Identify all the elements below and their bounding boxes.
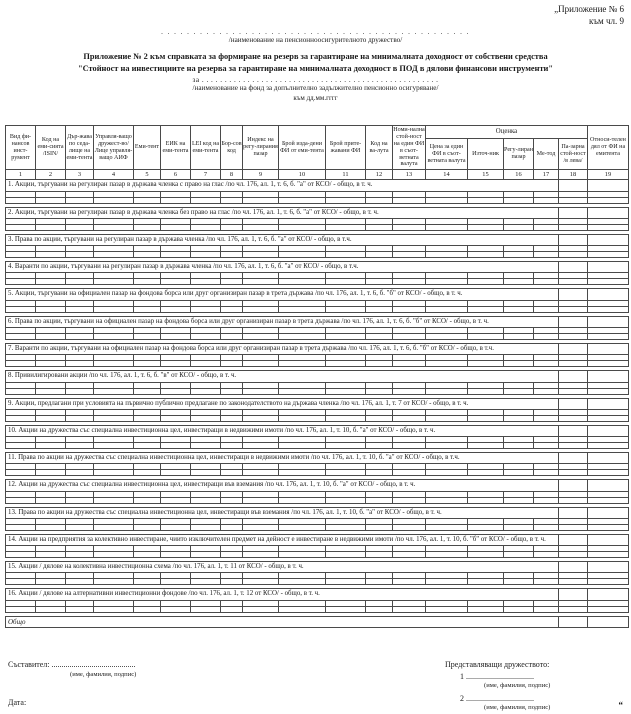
row-label: 13. Права по акции на дружества със специална инвестиционна цел, инвестиращи във вземания /по чл. 176, ал. 1, т. 10, б. "а" от КСО/ - общо, в т. ч. (6, 507, 559, 518)
column-number: 12 (366, 170, 393, 180)
compiler-signature-line: Съставител: .......................................... (8, 660, 136, 669)
data-cell (588, 234, 629, 245)
item-label-row (6, 534, 629, 545)
col-header-instrument-type: Вид фи-нансов инст-румент (6, 126, 36, 170)
col-header-price-per-unit: Цена за един ФИ в съот-ветната валута (426, 139, 468, 170)
data-cell (588, 207, 629, 218)
data-cell (588, 616, 629, 627)
data-cell (588, 507, 629, 518)
closing-quote: “ (618, 700, 623, 710)
item-label-row (6, 507, 629, 518)
col-header-issued-count: Брой изда-дени ФИ от еми-тента (279, 126, 326, 170)
row-label: 16. Акции / дялове на алтернативни инвестиционни фондове /по чл. 176, ал. 1, т. 12 от КСО/ - общо, в т. ч. (6, 589, 559, 600)
item-label-row (6, 398, 629, 409)
col-header-lei: LEI код на еми-тента (191, 126, 221, 170)
item-label-row (6, 480, 629, 491)
col-header-management-company: Управля-ващо дружест-во/ Лице управля-ващо АИФ (94, 126, 134, 170)
data-cell (559, 507, 588, 518)
item-label-row (6, 343, 629, 354)
item-label-row (6, 180, 629, 191)
data-cell (588, 289, 629, 300)
item-label-row (6, 589, 629, 600)
data-cell (559, 616, 588, 627)
data-cell (559, 207, 588, 218)
item-label-row (6, 453, 629, 464)
page-title-line1: Приложение № 2 към справката за формиране на резерв за гарантиране на минималната доходност от собствени средства (83, 52, 548, 62)
column-number: 5 (134, 170, 161, 180)
data-cell (559, 289, 588, 300)
col-header-currency-code: Код на ва-лута (366, 126, 393, 170)
item-label-row (6, 316, 629, 327)
appendix-reference-line2: към чл. 9 (589, 15, 624, 26)
row-label: 4. Варанти по акции, търгувани на регулиран пазар в държава членка /по чл. 176, ал. 1, т. 6, б. "а" от КСО/ - общо, в т.ч. (6, 262, 559, 273)
data-cell (559, 534, 588, 545)
fund-name-blank: за . . . . . . . . . . . . . . . . . . . . . . . . . . . . . . . . . . . . . . . . . . . . . . . . . . . . (192, 76, 439, 85)
company-name-caption: /наименование на пенсионноосигурителното дружество/ (228, 36, 403, 45)
column-number: 18 (559, 170, 588, 180)
page-title-line2: "Стойност на инвестициите на резерва за гарантиране на минималната доходност в ПОД в дялови финансови инструменти" (77, 63, 554, 73)
date-label: Дата: (8, 698, 27, 707)
investments-table (5, 125, 629, 628)
row-label: 12. Акции на дружества със специална инвестиционна цел, инвестиращи във вземания /по чл. 176, ал. 1, т. 10, б. "а" от КСО/ - общо, в т. ч. (6, 480, 559, 491)
data-cell (559, 453, 588, 464)
data-cell (559, 425, 588, 436)
data-cell (559, 480, 588, 491)
item-label-row (6, 234, 629, 245)
data-cell (559, 316, 588, 327)
row-label: 1. Акции, търгувани на регулиран пазар в държава членка с право на глас /по чл. 176, ал. 1, т. 6, б. "а" от КСО/ - общо, в т. ч. (6, 180, 559, 191)
company-name-blank: . . . . . . . . . . . . . . . . . . . . . . . . . . . . . . . . . . . . . . . . . . . . . . . . (161, 28, 470, 36)
column-number: 14 (426, 170, 468, 180)
row-label: 15. Акции / дялове на колективна инвестиционна схема /по чл. 176, ал. 1, т. 11 от КСО/ - общо, в т. ч. (6, 562, 559, 573)
data-cell (559, 234, 588, 245)
data-cell (559, 371, 588, 382)
column-number: 11 (326, 170, 366, 180)
compiler-signature-caption: (име, фамилия, подпис) (70, 671, 137, 678)
representatives-label: Представляващи дружеството: (445, 660, 550, 669)
row-label: 9. Акции, предлагани при условията на първично публично предлагане по законодателството на държава членка /по чл. 176, ал. 1, т. 7 от КСО/ - общо, в т. ч. (6, 398, 559, 409)
total-row (6, 616, 629, 627)
col-header-country: Дър-жава по седа-лище на еми-тента (66, 126, 94, 170)
col-header-market-value: Па-зарна стой-ност /в лева/ (559, 139, 588, 170)
data-cell (588, 534, 629, 545)
data-cell (559, 343, 588, 354)
col-group-valuation: Оценка (426, 126, 588, 139)
col-header-eik: ЕИК на еми-тента (161, 126, 191, 170)
col-header-source: Източ-ник (468, 139, 504, 170)
data-cell (559, 262, 588, 273)
row-label: 5. Акции, търгувани на официален пазар на фондова борса или друг организиран пазар в трета държава /по чл. 176, ал. 1, т. 6, б. "б" от КСО/ - общо, в т. ч. (6, 289, 559, 300)
row-label: 7. Варанти по акции, търгувани на официален пазар на фондова борса или друг организиран пазар в трета държава /по чл. 176, ал. 1, т. 6, б. "б" от КСО/ - общо, в т.ч. (6, 343, 559, 354)
column-number: 13 (393, 170, 426, 180)
column-number: 16 (504, 170, 534, 180)
data-cell (559, 180, 588, 191)
col-header-issuer: Еми-тент (134, 126, 161, 170)
data-cell (588, 589, 629, 600)
row-label: 10. Акции на дружества със специална инвестиционна цел, инвестиращи в недвижими имоти /по чл. 176, ал. 1, т. 10, б. "а" от КСО/ - общо, в т. ч. (6, 425, 559, 436)
col-header-market-index: Индекс на регу-лирания пазар (243, 126, 279, 170)
data-cell (588, 453, 629, 464)
item-label-row (6, 289, 629, 300)
column-number: 9 (243, 170, 279, 180)
representative-1-signature-caption: (име, фамилия, подпис) (484, 682, 551, 689)
data-cell (588, 343, 629, 354)
representative-1-signature-line: 1 .................................. (460, 672, 534, 681)
report-date-caption: към дд.мм.гггг (293, 94, 338, 103)
total-row-label: Общо (6, 616, 559, 627)
data-cell (588, 562, 629, 573)
fund-name-caption: /наименование на фонд за допълнително задължително пенсионно осигуряване/ (192, 84, 439, 93)
data-cell (588, 480, 629, 491)
page-title (0, 51, 631, 74)
column-number: 4 (94, 170, 134, 180)
column-number: 15 (468, 170, 504, 180)
data-cell (588, 180, 629, 191)
row-label: 11. Права по акции на дружества със специална инвестиционна цел, инвестиращи в недвижими имоти /по чл. 176, ал. 1, т. 10, б. "а" от КСО/ - общо, в т.ч. (6, 453, 559, 464)
data-cell (559, 562, 588, 573)
table-header-row-top (6, 126, 629, 139)
document-header (0, 28, 631, 102)
column-number: 8 (221, 170, 243, 180)
item-label-row (6, 207, 629, 218)
appendix-reference (554, 4, 624, 27)
col-header-nominal-value: Номи-нална стой-ност на един ФИ в съот-ветната валута (393, 126, 426, 170)
col-header-method: Ме-тод (534, 139, 559, 170)
appendix-reference-line1: „Приложение № 6 (554, 4, 624, 14)
item-label-row (6, 425, 629, 436)
representative-2-signature-line: 2 .................................. (460, 694, 534, 703)
column-number: 6 (161, 170, 191, 180)
column-numbers-row (6, 170, 629, 180)
representative-2-signature-caption: (име, фамилия, подпис) (484, 704, 551, 711)
data-cell (588, 398, 629, 409)
row-label: 8. Привилигировани акции /по чл. 176, ал. 1, т. 6, б. "в" от КСО/ - общо, в т. ч. (6, 371, 559, 382)
data-cell (588, 262, 629, 273)
data-cell (588, 425, 629, 436)
item-label-row (6, 562, 629, 573)
col-header-relative-share: Относи-телен дял от ФИ на емитента (588, 126, 629, 170)
column-number: 3 (66, 170, 94, 180)
column-number: 17 (534, 170, 559, 180)
column-number: 1 (6, 170, 36, 180)
item-label-row (6, 371, 629, 382)
row-label: 6. Права по акции, търгувани на официален пазар на фондова борса или друг организиран пазар в трета държава /по чл. 176, ал. 1, т. 6, б. "б" от КСО/ - общо, в т. ч. (6, 316, 559, 327)
col-header-ticker: Бор-сов код (221, 126, 243, 170)
row-label: 2. Акции, търгувани на регулиран пазар в държава членка без право на глас /по чл. 176, ал. 1, т. 6, б. "а" от КСО/ - общо, в т. ч. (6, 207, 559, 218)
data-cell (559, 589, 588, 600)
item-label-row (6, 262, 629, 273)
col-header-regulated-market: Регу-лиран пазар (504, 139, 534, 170)
data-cell (588, 316, 629, 327)
row-label: 3. Права по акции, търгувани на регулиран пазар в държава членка /по чл. 176, ал. 1, т. 6, б. "а" от КСО/ - общо, в т.ч. (6, 234, 559, 245)
col-header-isin: Код на еми-сията /ISIN/ (36, 126, 66, 170)
column-number: 7 (191, 170, 221, 180)
data-cell (559, 398, 588, 409)
column-number: 10 (279, 170, 326, 180)
column-number: 2 (36, 170, 66, 180)
column-number: 19 (588, 170, 629, 180)
data-cell (588, 371, 629, 382)
row-label: 14. Акции на предприятия за колективно инвестиране, чиито изключителен предмет на дейност е инвестиране в недвижими имоти /по чл. 176, ал. 1, т. 10, б. "б" от КСО/ - общо, в т. ч. (6, 534, 559, 545)
document-footer (0, 660, 631, 714)
col-header-held-count: Брой прите-жавани ФИ (326, 126, 366, 170)
